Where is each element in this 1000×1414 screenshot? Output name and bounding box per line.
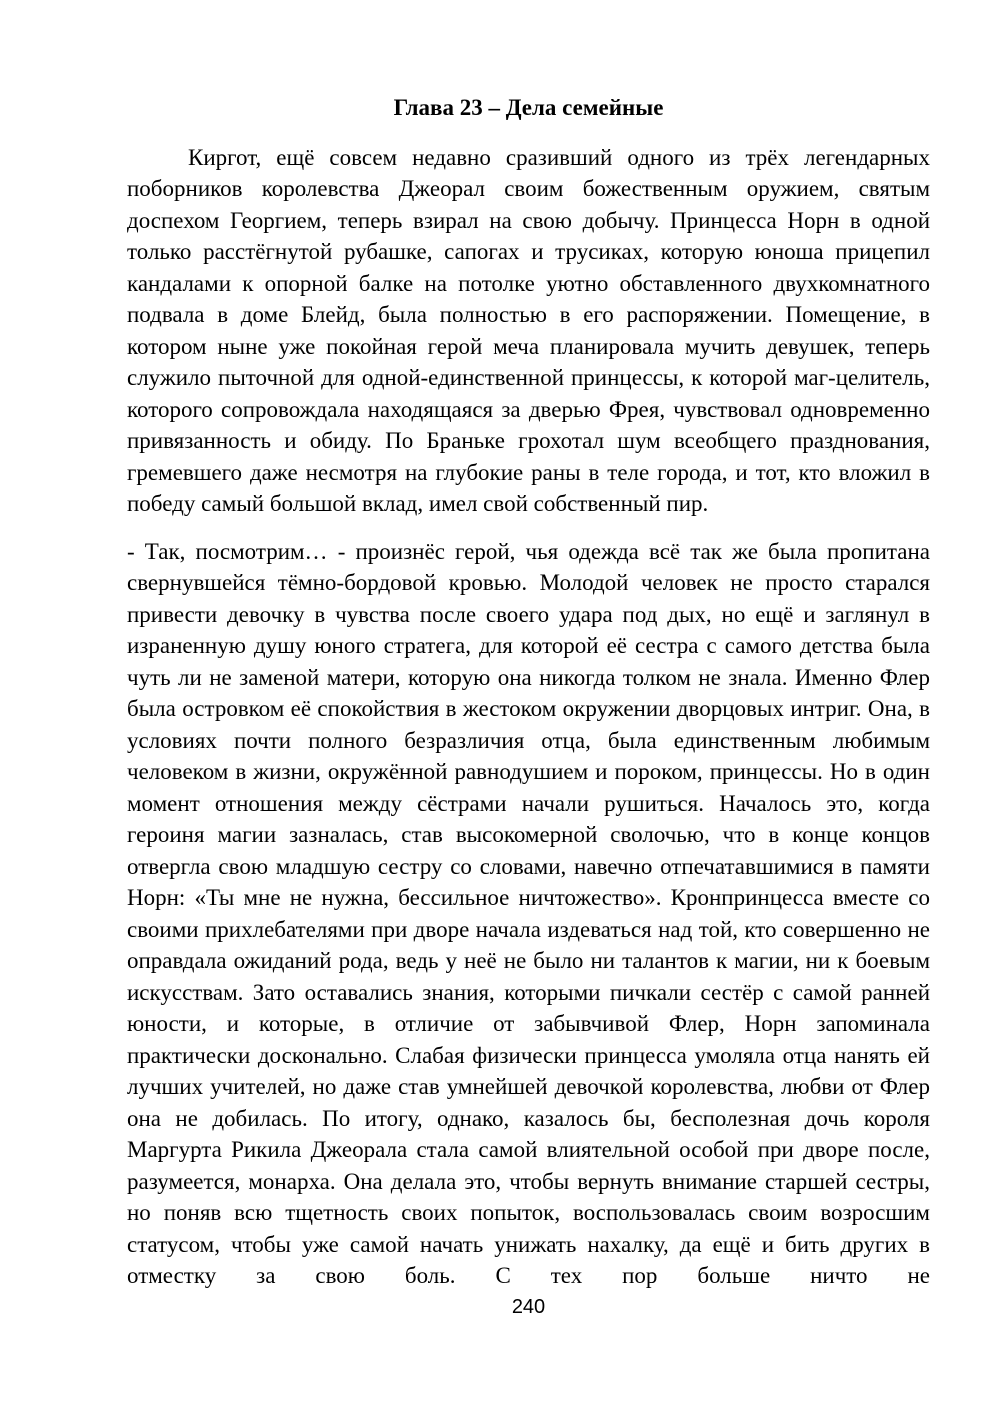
chapter-title: Глава 23 – Дела семейные (393, 95, 664, 120)
paragraph: - Так, посмотрим… - произнёс герой, чья одежда всё так же была пропитана свернувшейся тёмно-бордовой кровью. Молодой человек не просто старался привести девочку в чувства после своего удара под дых, но ещё и заглянул в израненную душу юного стратега, для которой её сестра с самого детства была чуть ли не заменой матери, которую она никогда толком не знала. Именно Флер была островком её спокойствия в жестоком окружении дворцовых интриг. Она, в условиях почти полного безразличия отца, была единственным любимым человеком в жизни, окружённой равнодушием и пороком, принцессы. Но в один момент отношения между сёстрами начали рушиться. Началось это, когда героиня магии зазналась, став высокомерной сволочью, что в конце концов отвергла свою младшую сестру со словами, навечно отпечатавшимися в памяти Норн: «Ты мне не нужна, бессильное ничтожество». Кронпринцесса вместе со своими прихлебателями при дворе начала издеваться над той, кто совершенно не оправдала ожиданий рода, ведь у неё не было ни талантов к магии, ни к боевым искусствам. Зато оставались знания, которыми пичкали сестёр с самой ранней юности, и которые, в отличие от забывчивой Флер, Норн запоминала практически досконально. Слабая физически принцесса умоляла отца нанять ей лучших учителей, но даже став умнейшей девочкой королевства, любви от Флер она не добилась. По итогу, однако, казалось бы, бесполезная дочь короля Маргурта Рикила Джеорала стала самой влиятельной особой при дворе после, разумеется, монарха. Она делала это, чтобы вернуть внимание старшей сестры, но поняв всю тщетность своих попыток, воспользовалась своим возросшим статусом, чтобы уже самой начать унижать нахалку, да ещё и бить других в отместку за свою боль. С тех пор больше ничто не (127, 538, 930, 1288)
paragraph: Киргот, ещё совсем недавно сразивший одного из трёх легендарных поборников королевства Джеорал своим божественным оружием, святым доспехом Георгием, теперь взирал на свою добычу. Принцесса Норн в одной только расстёгнутой рубашке, сапогах и трусиках, которую юноша прицепил кандалами к опорной балке на потолке уютно обставленного двухкомнатного подвала в доме Блейд, была полностью в его распоряжении. Помещение, в котором ныне уже покойная герой меча планировала мучить девушек, теперь служило пыточной для одной-единственной принцессы, к которой маг-целитель, которого сопровождала находящаяся за дверью Фрея, чувствовал одновременно привязанность и обиду. По Браньке грохотал шум всеобщего празднования, гремевшего даже несмотря на глубокие раны в теле города, и тот, кто вложил в победу самый большой вклад, имел свой собственный пир. (127, 144, 930, 516)
page-number: 240 (511, 1295, 546, 1318)
